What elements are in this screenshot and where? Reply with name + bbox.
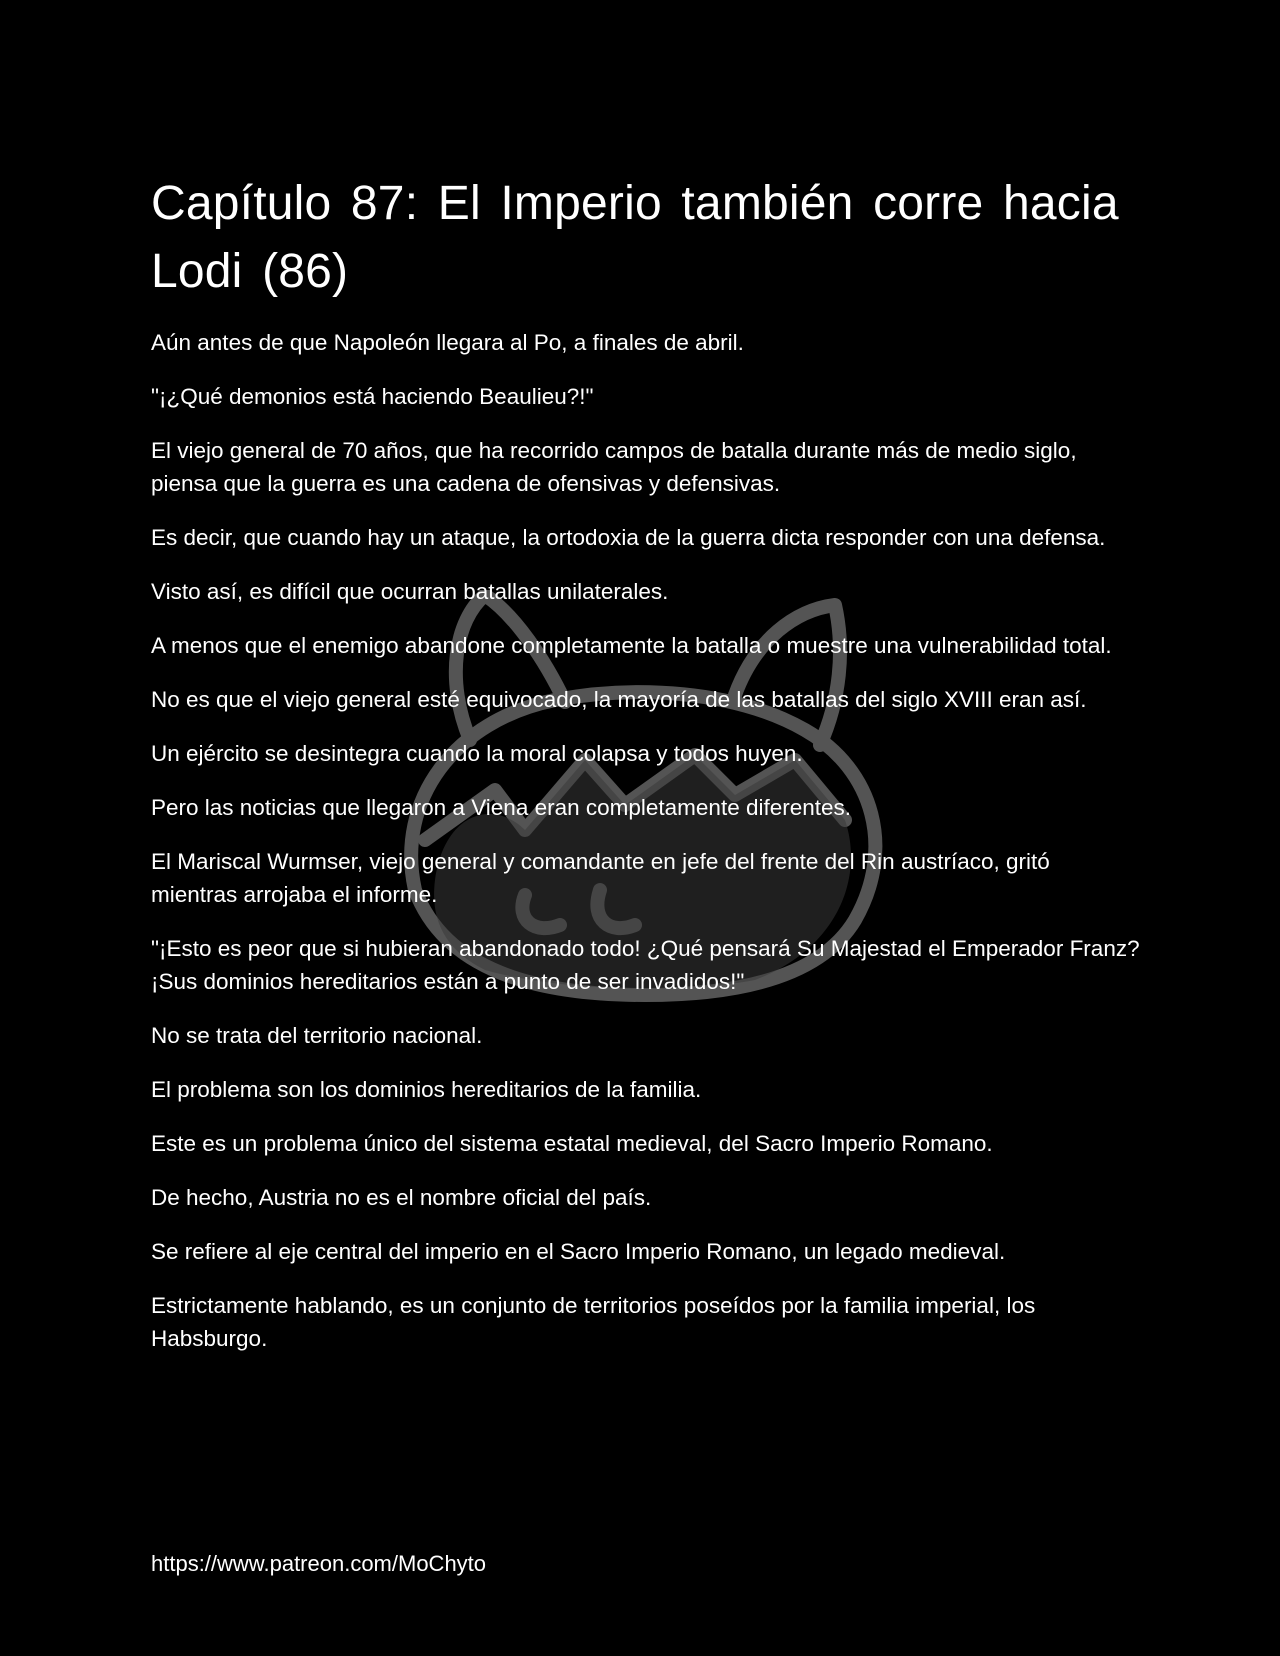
paragraph: No es que el viejo general esté equivocado, la mayoría de las batallas del siglo XVIII eran así. (151, 687, 1087, 712)
chapter-title: Capítulo 87: El Imperio también corre hacia Lodi (86) (151, 177, 1119, 298)
paragraph: "¡¿Qué demonios está haciendo Beaulieu?!" (151, 384, 594, 409)
chapter-page (151, 170, 1141, 1376)
paragraph: Visto así, es difícil que ocurran batallas unilaterales. (151, 579, 669, 604)
paragraph: Este es un problema único del sistema estatal medieval, del Sacro Imperio Romano. (151, 1131, 993, 1156)
paragraph: El problema son los dominios hereditarios de la familia. (151, 1077, 702, 1102)
paragraph: A menos que el enemigo abandone completamente la batalla o muestre una vulnerabilidad total. (151, 633, 1112, 658)
patreon-link[interactable]: https://www.patreon.com/MoChyto (151, 1551, 487, 1576)
paragraph: "¡Esto es peor que si hubieran abandonado todo! ¿Qué pensará Su Majestad el Emperador Franz? ¡Sus dominios hereditarios están a punto de ser invadidos!" (151, 936, 1140, 994)
paragraph: Estrictamente hablando, es un conjunto de territorios poseídos por la familia imperial, los Habsburgo. (151, 1293, 1036, 1351)
paragraph: De hecho, Austria no es el nombre oficial del país. (151, 1185, 652, 1210)
paragraph: El viejo general de 70 años, que ha recorrido campos de batalla durante más de medio siglo, piensa que la guerra es una cadena de ofensivas y defensivas. (151, 438, 1077, 496)
paragraph: Un ejército se desintegra cuando la moral colapsa y todos huyen. (151, 741, 803, 766)
paragraph: Aún antes de que Napoleón llegara al Po, a finales de abril. (151, 330, 744, 355)
paragraph: No se trata del territorio nacional. (151, 1023, 483, 1048)
paragraph: Se refiere al eje central del imperio en el Sacro Imperio Romano, un legado medieval. (151, 1239, 1006, 1264)
paragraph: Pero las noticias que llegaron a Viena eran completamente diferentes. (151, 795, 852, 820)
paragraph: El Mariscal Wurmser, viejo general y comandante en jefe del frente del Rin austríaco, gritó mientras arrojaba el informe. (151, 849, 1050, 907)
paragraph: Es decir, que cuando hay un ataque, la ortodoxia de la guerra dicta responder con una defensa. (151, 525, 1106, 550)
